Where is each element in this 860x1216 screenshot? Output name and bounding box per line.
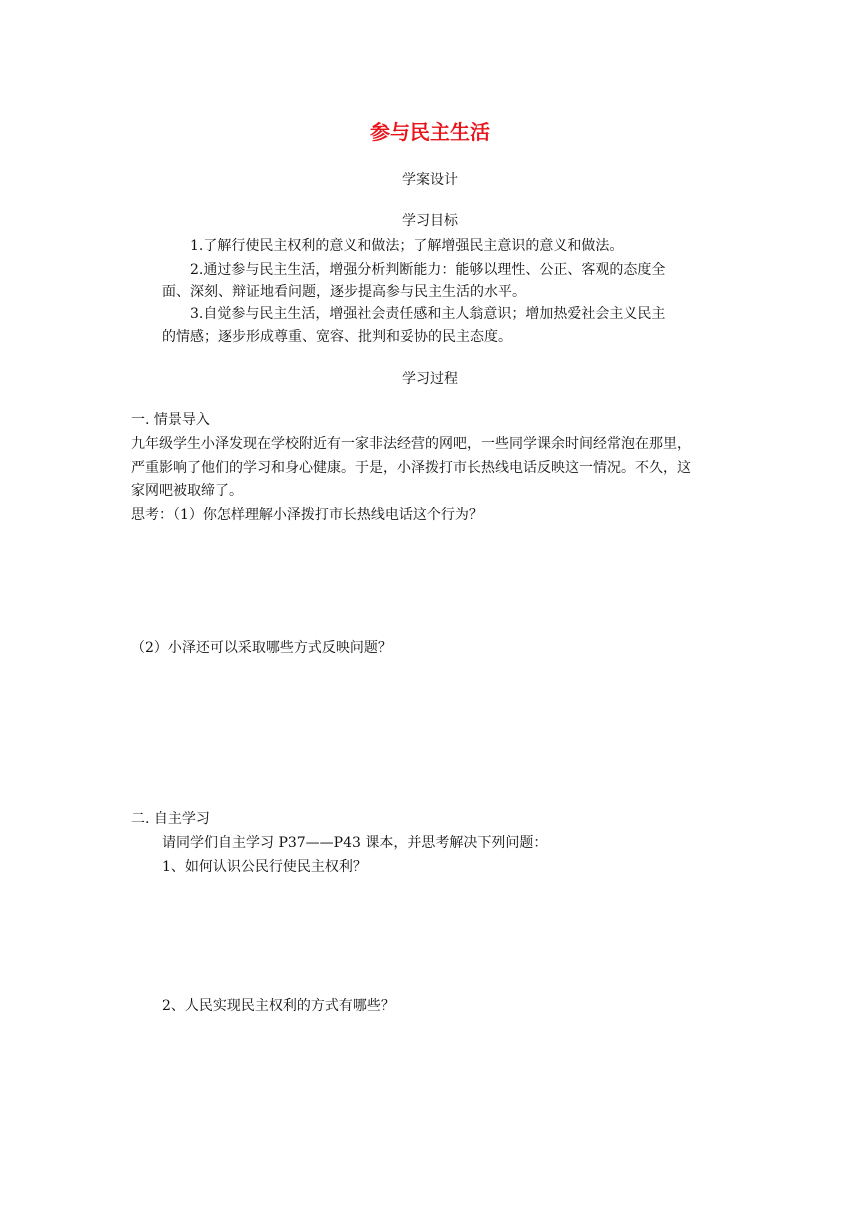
objectives-heading: 学习目标 bbox=[402, 213, 458, 229]
question-2: （2）小泽还可以采取哪些方式反映问题？ bbox=[131, 640, 392, 656]
objective-item-2-line-2: 面、深刻、辩证地看问题，逐步提高参与民主生活的水平。 bbox=[162, 284, 526, 300]
section-1-heading: 一. 情景导入 bbox=[131, 412, 210, 428]
scenario-paragraph-line-2: 严重影响了他们的学习和身心健康。于是，小泽拨打市长热线电话反映这一情况。不久，这 bbox=[131, 460, 691, 476]
objective-item-3-line-2: 的情感；逐步形成尊重、宽容、批判和妥协的民主态度。 bbox=[162, 329, 512, 345]
question-1: 思考：（1）你怎样理解小泽拨打市长热线电话这个行为？ bbox=[131, 507, 483, 523]
process-heading: 学习过程 bbox=[402, 371, 458, 387]
scenario-paragraph-line-3: 家网吧被取缔了。 bbox=[131, 483, 243, 499]
self-study-question-2: 2、人民实现民主权利的方式有哪些？ bbox=[162, 998, 395, 1014]
document-title: 参与民主生活 bbox=[370, 120, 490, 144]
scenario-paragraph-line-1: 九年级学生小泽发现在学校附近有一家非法经营的网吧，一些同学课余时间经常泡在那里， bbox=[131, 436, 691, 452]
objective-item-2-line-1: 2.通过参与民主生活，增强分析判断能力：能够以理性、公正、客观的态度全 bbox=[190, 262, 666, 278]
section-2-heading: 二. 自主学习 bbox=[131, 811, 210, 827]
self-study-question-1: 1、如何认识公民行使民主权利？ bbox=[162, 859, 367, 875]
self-study-intro: 请同学们自主学习 P37——P43 课本，并思考解决下列问题： bbox=[162, 835, 548, 851]
document-subtitle: 学案设计 bbox=[402, 172, 458, 188]
objective-item-3-line-1: 3.自觉参与民主生活，增强社会责任感和主人翁意识；增加热爱社会主义民主 bbox=[190, 306, 666, 322]
objective-item-1: 1.了解行使民主权利的意义和做法；了解增强民主意识的意义和做法。 bbox=[190, 238, 624, 254]
